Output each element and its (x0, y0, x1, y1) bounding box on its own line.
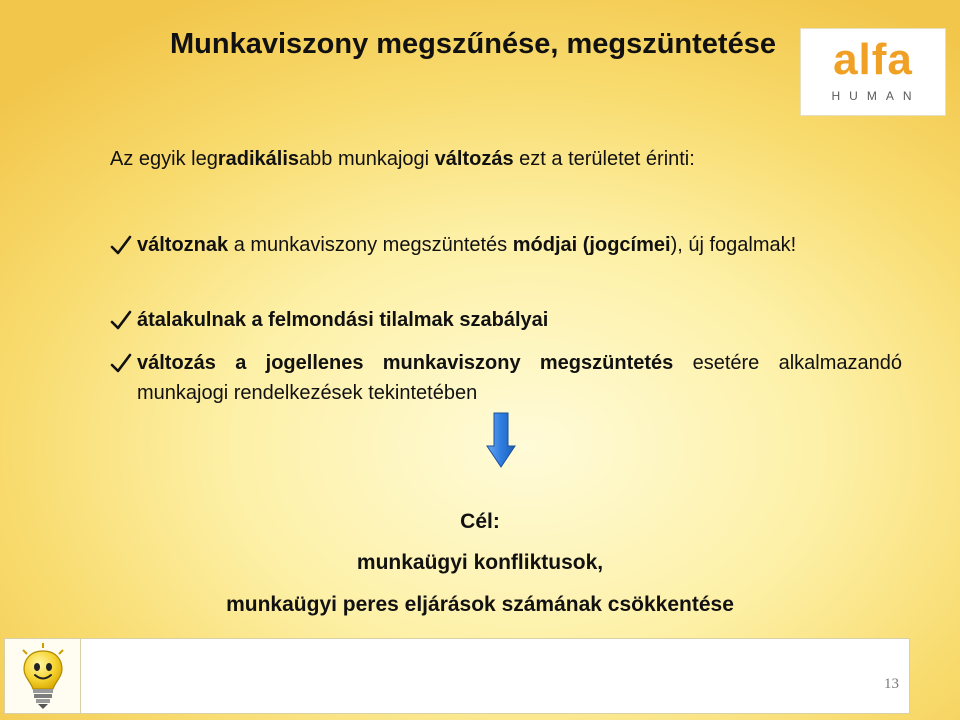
intro-emphasis: radikális (217, 148, 300, 170)
intro-emphasis: változás (434, 148, 514, 170)
checkmark-icon (110, 348, 132, 378)
goal-label: Cél: (460, 510, 500, 533)
goal-line-2: munkaügyi peres eljárások számának csökkentése (226, 593, 734, 616)
lightbulb-icon (4, 638, 82, 714)
intro-text (110, 148, 910, 171)
intro-part: ezt a területet érinti: (513, 148, 695, 170)
bullet-part: esetére alkalmazandó munkajogi rendelkezések tekintetében (137, 352, 903, 404)
bullet-emphasis: módjai (jogcímei (512, 234, 671, 256)
bullet-item (110, 230, 902, 260)
checkmark-icon (110, 230, 132, 260)
footer-box (80, 638, 910, 714)
bullet-item (110, 305, 902, 335)
down-arrow-icon (486, 412, 516, 468)
slide-title: Munkaviszony megszűnése, megszüntetése (170, 28, 776, 60)
goal-line-1: munkaügyi konfliktusok, (356, 551, 604, 574)
bullet-part: a munkaviszony megszüntetés (228, 234, 513, 256)
bullet-text (137, 230, 902, 260)
bullet-text (137, 305, 902, 335)
bullet-emphasis: változás a jogellenes munkaviszony megszüntetés (137, 352, 674, 374)
logo-word: alfa (833, 35, 913, 84)
bullet-item (110, 348, 902, 408)
bullet-emphasis: változnak (137, 234, 229, 256)
intro-part: abb munkajogi (299, 148, 435, 170)
alfa-human-logo (800, 28, 946, 116)
intro-part: Az egyik leg (110, 148, 218, 170)
bullet-part: ), új fogalmak! (670, 234, 797, 256)
logo-subtitle: HUMAN (831, 89, 921, 103)
bullet-text (137, 348, 902, 408)
bullet-emphasis: átalakulnak a felmondási tilalmak szabályai (137, 309, 549, 331)
page-number: 13 (884, 676, 899, 692)
checkmark-icon (110, 305, 132, 335)
